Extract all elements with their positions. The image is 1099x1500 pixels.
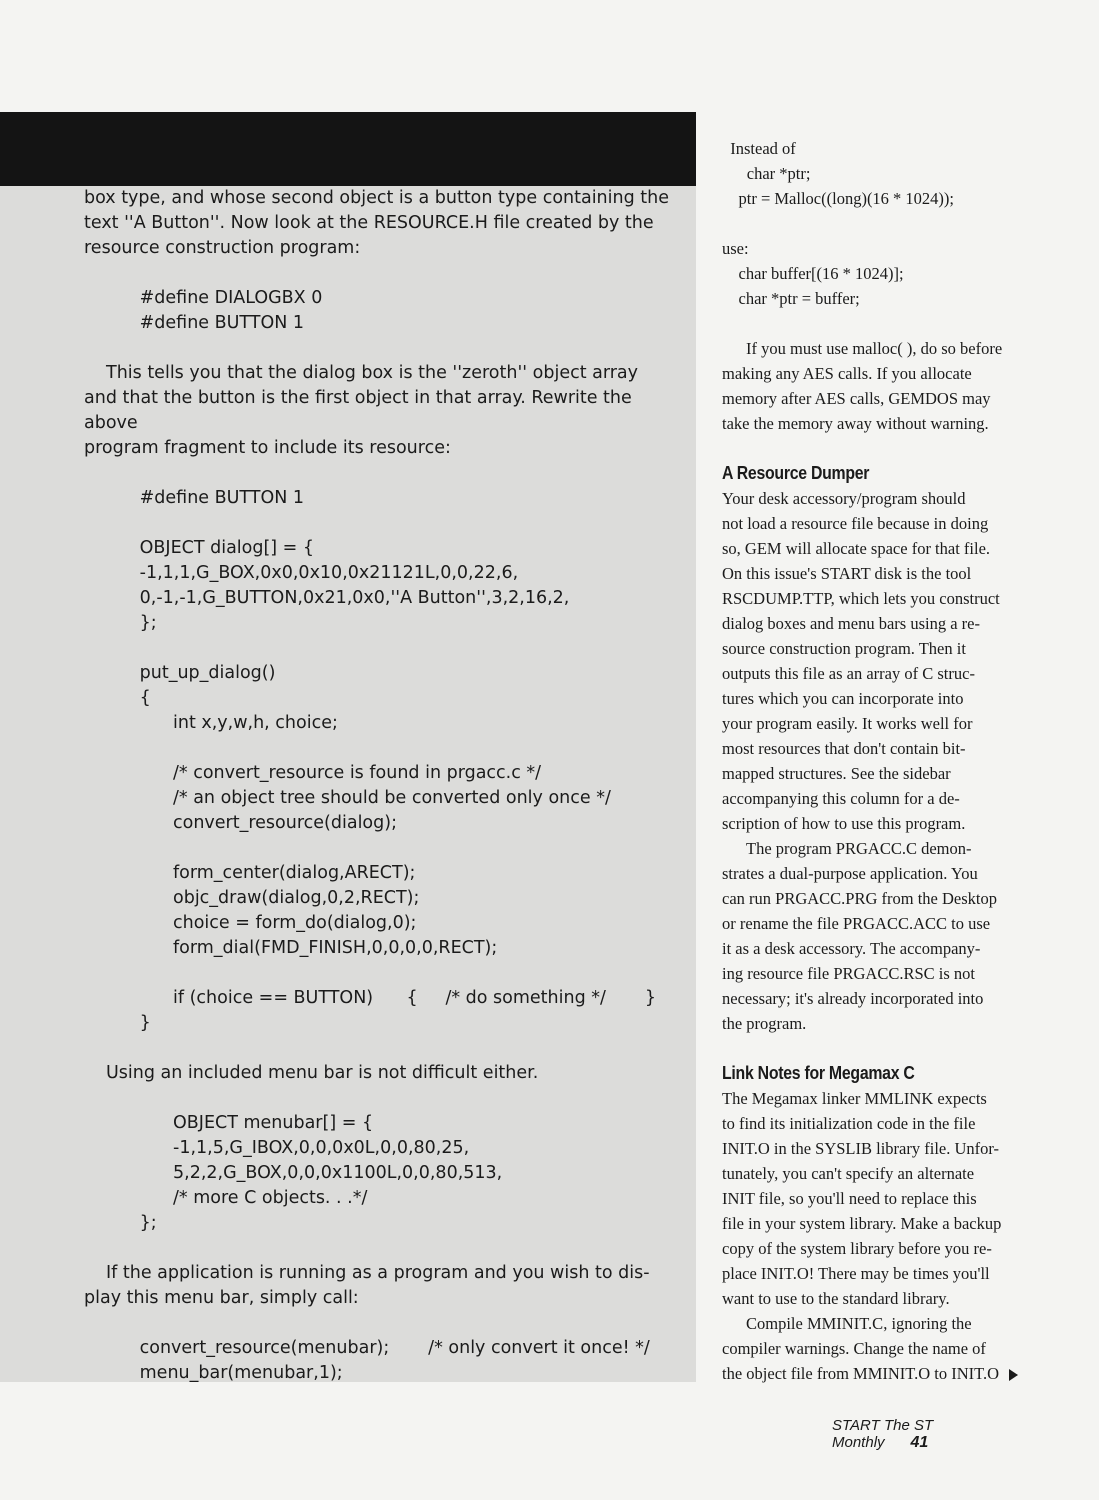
blank-line	[84, 336, 674, 361]
blank-line	[722, 436, 1032, 461]
code-line	[84, 1211, 674, 1236]
line-text: scription of how to use this program.	[722, 814, 966, 833]
code-line	[84, 686, 674, 711]
line-text: The Megamax linker MMLINK expects	[722, 1089, 987, 1108]
code-line	[84, 886, 674, 911]
line-text: so, GEM will allocate space for that file.	[722, 539, 991, 558]
text-line	[84, 386, 674, 436]
line-text: it as a desk accessory. The accompany-	[722, 939, 981, 958]
code-line	[84, 561, 674, 586]
text-line	[722, 1361, 1032, 1386]
text-line	[722, 361, 1032, 386]
text-line	[722, 936, 1032, 961]
text-line	[722, 586, 1032, 611]
text-line	[722, 711, 1032, 736]
line-text: {	[84, 688, 151, 708]
code-line	[84, 1011, 674, 1036]
code-line	[722, 261, 1032, 286]
blank-line	[722, 1036, 1032, 1061]
text-line	[722, 661, 1032, 686]
text-line	[722, 786, 1032, 811]
line-text: A Resource Dumper	[722, 463, 870, 483]
line-text: outputs this file as an array of C struc-	[722, 664, 975, 683]
line-text: form_dial(FMD_FINISH,0,0,0,0,RECT);	[84, 938, 498, 958]
line-text: resource construction program:	[84, 238, 361, 258]
blank-line	[84, 636, 674, 661]
blank-line	[84, 1086, 674, 1111]
line-text: #define BUTTON 1	[84, 488, 305, 508]
text-line	[722, 561, 1032, 586]
text-line	[722, 886, 1032, 911]
line-text: OBJECT menubar[] = {	[84, 1113, 374, 1133]
line-text: char *ptr;	[722, 164, 811, 183]
blank-line	[84, 511, 674, 536]
line-text: take the memory away without warning.	[722, 414, 989, 433]
section-heading	[722, 1061, 995, 1086]
line-text: convert_resource(dialog);	[84, 813, 397, 833]
code-line	[84, 661, 674, 686]
line-text: your program easily. It works well for	[722, 714, 973, 733]
text-line	[722, 1136, 1032, 1161]
text-line	[722, 1111, 1032, 1136]
line-text: memory after AES calls, GEMDOS may	[722, 389, 991, 408]
text-line	[722, 761, 1032, 786]
line-text: }	[84, 1013, 151, 1033]
blank-line	[84, 836, 674, 861]
text-line	[84, 436, 674, 461]
text-line	[722, 811, 1032, 836]
code-line	[84, 861, 674, 886]
code-line	[722, 186, 1032, 211]
code-line	[84, 311, 674, 336]
section-heading	[722, 461, 995, 486]
code-line	[84, 1186, 674, 1211]
text-line	[722, 1161, 1032, 1186]
blank-line	[84, 961, 674, 986]
text-line	[722, 1011, 1032, 1036]
text-line	[722, 1236, 1032, 1261]
code-line	[84, 286, 674, 311]
line-text: ing resource file PRGACC.RSC is not	[722, 964, 976, 983]
text-line	[84, 1286, 674, 1311]
text-line	[722, 836, 1032, 861]
line-text: -1,1,1,G_BOX,0x0,0x10,0x21121L,0,0,22,6,	[84, 563, 519, 583]
line-text: Link Notes for Megamax C	[722, 1063, 915, 1083]
blank-line	[84, 461, 674, 486]
line-text: Instead of	[722, 139, 796, 158]
code-line	[84, 986, 674, 1011]
text-line	[722, 1211, 1032, 1236]
text-line	[722, 411, 1032, 436]
header-black-band	[0, 112, 696, 186]
sidebar-article-text	[84, 186, 674, 1386]
line-text: necessary; it's already incorporated into	[722, 989, 984, 1008]
text-line	[722, 486, 1032, 511]
blank-line	[84, 1036, 674, 1061]
line-text: accompanying this column for a de-	[722, 789, 960, 808]
text-line	[722, 611, 1032, 636]
line-text: The program PRGACC.C demon-	[746, 839, 972, 858]
line-text: tures which you can incorporate into	[722, 689, 964, 708]
line-text: 0,-1,-1,G_BUTTON,0x21,0x0,''A Button'',3,2,16,2,	[84, 588, 570, 608]
blank-line	[84, 261, 674, 286]
text-line	[84, 1261, 674, 1286]
text-line	[722, 536, 1032, 561]
line-text: char buffer[(16 * 1024)];	[722, 264, 904, 283]
page-number: 41	[910, 1434, 929, 1451]
code-line	[84, 1336, 674, 1361]
line-text: and that the button is the first object in that array. Rewrite the above	[84, 388, 632, 433]
code-line	[722, 286, 1032, 311]
text-line	[722, 1086, 1032, 1111]
code-line	[84, 811, 674, 836]
text-line	[722, 386, 1032, 411]
line-text: /* more C objects. . .*/	[84, 1188, 368, 1208]
line-text: If you must use malloc( ), do so before	[746, 339, 1003, 358]
line-text: the object file from MMINIT.O to INIT.O	[722, 1364, 1000, 1383]
code-line	[84, 761, 674, 786]
line-text: -1,1,5,G_IBOX,0,0,0x0L,0,0,80,25,	[84, 1138, 470, 1158]
line-text: to find its initialization code in the file	[722, 1114, 976, 1133]
line-text: };	[84, 1213, 157, 1233]
line-text: #define DIALOGBX 0	[84, 288, 323, 308]
code-line	[84, 1161, 674, 1186]
line-text: Compile MMINIT.C, ignoring the	[746, 1314, 972, 1333]
code-line	[84, 911, 674, 936]
continue-arrow-icon	[1009, 1369, 1018, 1381]
line-text: /* convert_resource is found in prgacc.c */	[84, 763, 542, 783]
line-text: most resources that don't contain bit-	[722, 739, 966, 758]
line-text: text ''A Button''. Now look at the RESOURCE.H file created by the	[84, 213, 654, 233]
line-text: INIT file, so you'll need to replace this	[722, 1189, 977, 1208]
text-line	[722, 1261, 1032, 1286]
line-text: use:	[722, 239, 749, 258]
text-line	[722, 1311, 1032, 1336]
line-text: want to use to the standard library.	[722, 1289, 950, 1308]
line-text: If the application is running as a program and you wish to dis-	[106, 1263, 650, 1283]
text-line	[722, 336, 1032, 361]
text-line	[84, 361, 674, 386]
code-line	[84, 711, 674, 736]
line-text: can run PRGACC.PRG from the Desktop	[722, 889, 997, 908]
blank-line	[84, 1236, 674, 1261]
line-text: program fragment to include its resource:	[84, 438, 451, 458]
line-text: tunately, you can't specify an alternate	[722, 1164, 975, 1183]
code-line	[84, 1111, 674, 1136]
code-line	[722, 236, 1032, 261]
line-text: int x,y,w,h, choice;	[84, 713, 338, 733]
line-text: not load a resource file because in doing	[722, 514, 989, 533]
text-line	[84, 1061, 674, 1086]
text-line	[722, 911, 1032, 936]
text-line	[722, 861, 1032, 886]
line-text: #define BUTTON 1	[84, 313, 305, 333]
line-text: compiler warnings. Change the name of	[722, 1339, 986, 1358]
line-text: source construction program. Then it	[722, 639, 966, 658]
code-line	[84, 1136, 674, 1161]
blank-line	[84, 1311, 674, 1336]
code-line	[84, 786, 674, 811]
line-text: };	[84, 613, 157, 633]
code-line	[722, 136, 1032, 161]
line-text: put_up_dialog()	[84, 663, 276, 683]
line-text: convert_resource(menubar); /* only convert it once! */	[84, 1338, 650, 1358]
line-text: objc_draw(dialog,0,2,RECT);	[84, 888, 420, 908]
line-text: OBJECT dialog[] = {	[84, 538, 315, 558]
line-text: This tells you that the dialog box is the ''zeroth'' object array	[106, 363, 639, 383]
line-text: dialog boxes and menu bars using a re-	[722, 614, 980, 633]
text-line	[84, 211, 674, 236]
line-text: place INIT.O! There may be times you'll	[722, 1264, 990, 1283]
line-text: copy of the system library before you re-	[722, 1239, 992, 1258]
text-line	[722, 511, 1032, 536]
blank-line	[84, 736, 674, 761]
line-text: Your desk accessory/program should	[722, 489, 966, 508]
magazine-name: START The ST Monthly	[832, 1417, 934, 1451]
line-text: choice = form_do(dialog,0);	[84, 913, 417, 933]
line-text: ptr = Malloc((long)(16 * 1024));	[722, 189, 955, 208]
code-line	[722, 161, 1032, 186]
text-line	[722, 986, 1032, 1011]
page-footer	[832, 1417, 1032, 1452]
text-line	[722, 1336, 1032, 1361]
code-line	[84, 611, 674, 636]
code-line	[84, 536, 674, 561]
code-line	[84, 486, 674, 511]
line-text: mapped structures. See the sidebar	[722, 764, 951, 783]
line-text: /* an object tree should be converted only once */	[84, 788, 611, 808]
line-text: if (choice == BUTTON) { /* do something */ }	[84, 988, 656, 1008]
line-text: strates a dual-purpose application. You	[722, 864, 978, 883]
line-text: form_center(dialog,ARECT);	[84, 863, 416, 883]
text-line	[722, 686, 1032, 711]
right-column-text	[722, 136, 1032, 1386]
line-text: the program.	[722, 1014, 807, 1033]
text-line	[722, 736, 1032, 761]
text-line	[84, 236, 674, 261]
line-text: file in your system library. Make a backup	[722, 1214, 1002, 1233]
text-line	[84, 186, 674, 211]
line-text: or rename the file PRGACC.ACC to use	[722, 914, 991, 933]
blank-line	[722, 211, 1032, 236]
text-line	[722, 636, 1032, 661]
line-text: making any AES calls. If you allocate	[722, 364, 972, 383]
line-text: RSCDUMP.TTP, which lets you construct	[722, 589, 1000, 608]
text-line	[722, 961, 1032, 986]
line-text: play this menu bar, simply call:	[84, 1288, 359, 1308]
text-line	[722, 1186, 1032, 1211]
line-text: menu_bar(menubar,1);	[84, 1363, 343, 1383]
code-line	[84, 586, 674, 611]
line-text: 5,2,2,G_BOX,0,0,0x1100L,0,0,80,513,	[84, 1163, 503, 1183]
blank-line	[722, 311, 1032, 336]
line-text: On this issue's START disk is the tool	[722, 564, 972, 583]
line-text: char *ptr = buffer;	[722, 289, 860, 308]
text-line	[722, 1286, 1032, 1311]
line-text: INIT.O in the SYSLIB library file. Unfor-	[722, 1139, 1000, 1158]
line-text: Using an included menu bar is not difficult either.	[106, 1063, 539, 1083]
code-line	[84, 936, 674, 961]
code-line	[84, 1361, 674, 1386]
line-text: box type, and whose second object is a button type containing the	[84, 188, 669, 208]
